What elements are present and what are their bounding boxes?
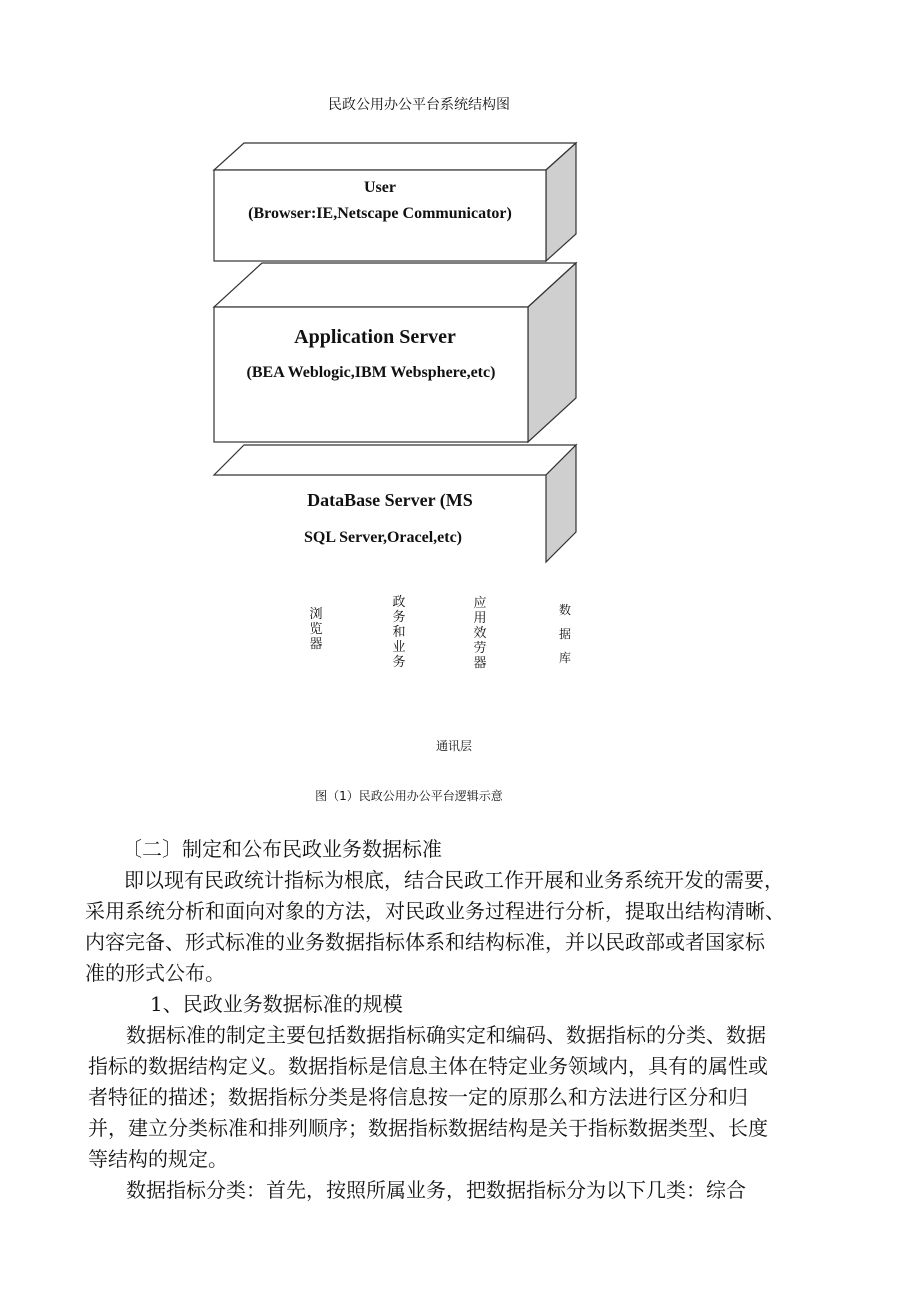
app-server-layer-label: 应用效劳器 (473, 596, 487, 671)
subsection-heading: 1、民政业务数据标准的规模 (150, 992, 403, 1016)
paragraph-line: 准的形式公布。 (85, 961, 225, 985)
db-tier-box (214, 445, 576, 562)
paragraph-line: 采用系统分析和面向对象的方法，对民政业务过程进行分析，提取出结构清晰、 (85, 899, 785, 923)
app-tier-box (214, 263, 576, 442)
comm-layer-label: 通讯层 (436, 739, 473, 753)
user-tier-top-face (214, 143, 576, 170)
app-tier-title: Application Server (294, 326, 456, 348)
paragraph-line: 内容完备、形式标准的业务数据指标体系和结构标准，并以民政部或者国家标 (85, 930, 765, 954)
browser-layer-label: 浏览器 (309, 607, 323, 652)
figure-caption: 图（1）民政公用办公平台逻辑示意 (315, 789, 503, 803)
diagram-title: 民政公用办公平台系统结构图 (328, 97, 510, 113)
paragraph-line: 者特征的描述；数据指标分类是将信息按一定的原那么和方法进行区分和归 (88, 1085, 748, 1109)
paragraph-line: 数据指标分类：首先，按照所属业务，把数据指标分为以下几类：综合 (126, 1178, 746, 1202)
paragraph-line: 指标的数据结构定义。数据指标是信息主体在特定业务领域内，具有的属性或 (88, 1054, 768, 1078)
paragraph-line: 即以现有民政统计指标为根底，结合民政工作开展和业务系统开发的需要， (124, 868, 784, 892)
user-tier-box (214, 143, 576, 261)
database-layer-label: 数据库 (558, 603, 571, 665)
user-tier-subtitle: (Browser:IE,Netscape Communicator) (248, 205, 512, 222)
user-tier-title: User (364, 179, 396, 196)
app-tier-subtitle: (BEA Weblogic,IBM Websphere,etc) (246, 364, 496, 381)
paragraph-line: 并，建立分类标准和排列顺序；数据指标数据结构是关于指标数据类型、长度 (88, 1116, 768, 1140)
business-layer-label: 政务和业务 (392, 595, 406, 670)
paragraph-line: 等结构的规定。 (88, 1147, 228, 1171)
section-heading: 〔二〕制定和公布民政业务数据标准 (122, 837, 442, 861)
db-tier-top-face (214, 445, 576, 475)
architecture-diagram (0, 0, 920, 600)
paragraph-line: 数据标准的制定主要包括数据指标确实定和编码、数据指标的分类、数据 (126, 1023, 766, 1047)
db-tier-title: DataBase Server (MS (307, 490, 473, 510)
db-tier-subtitle: SQL Server,Oracel,etc) (303, 529, 463, 546)
app-tier-top-face (214, 263, 576, 307)
